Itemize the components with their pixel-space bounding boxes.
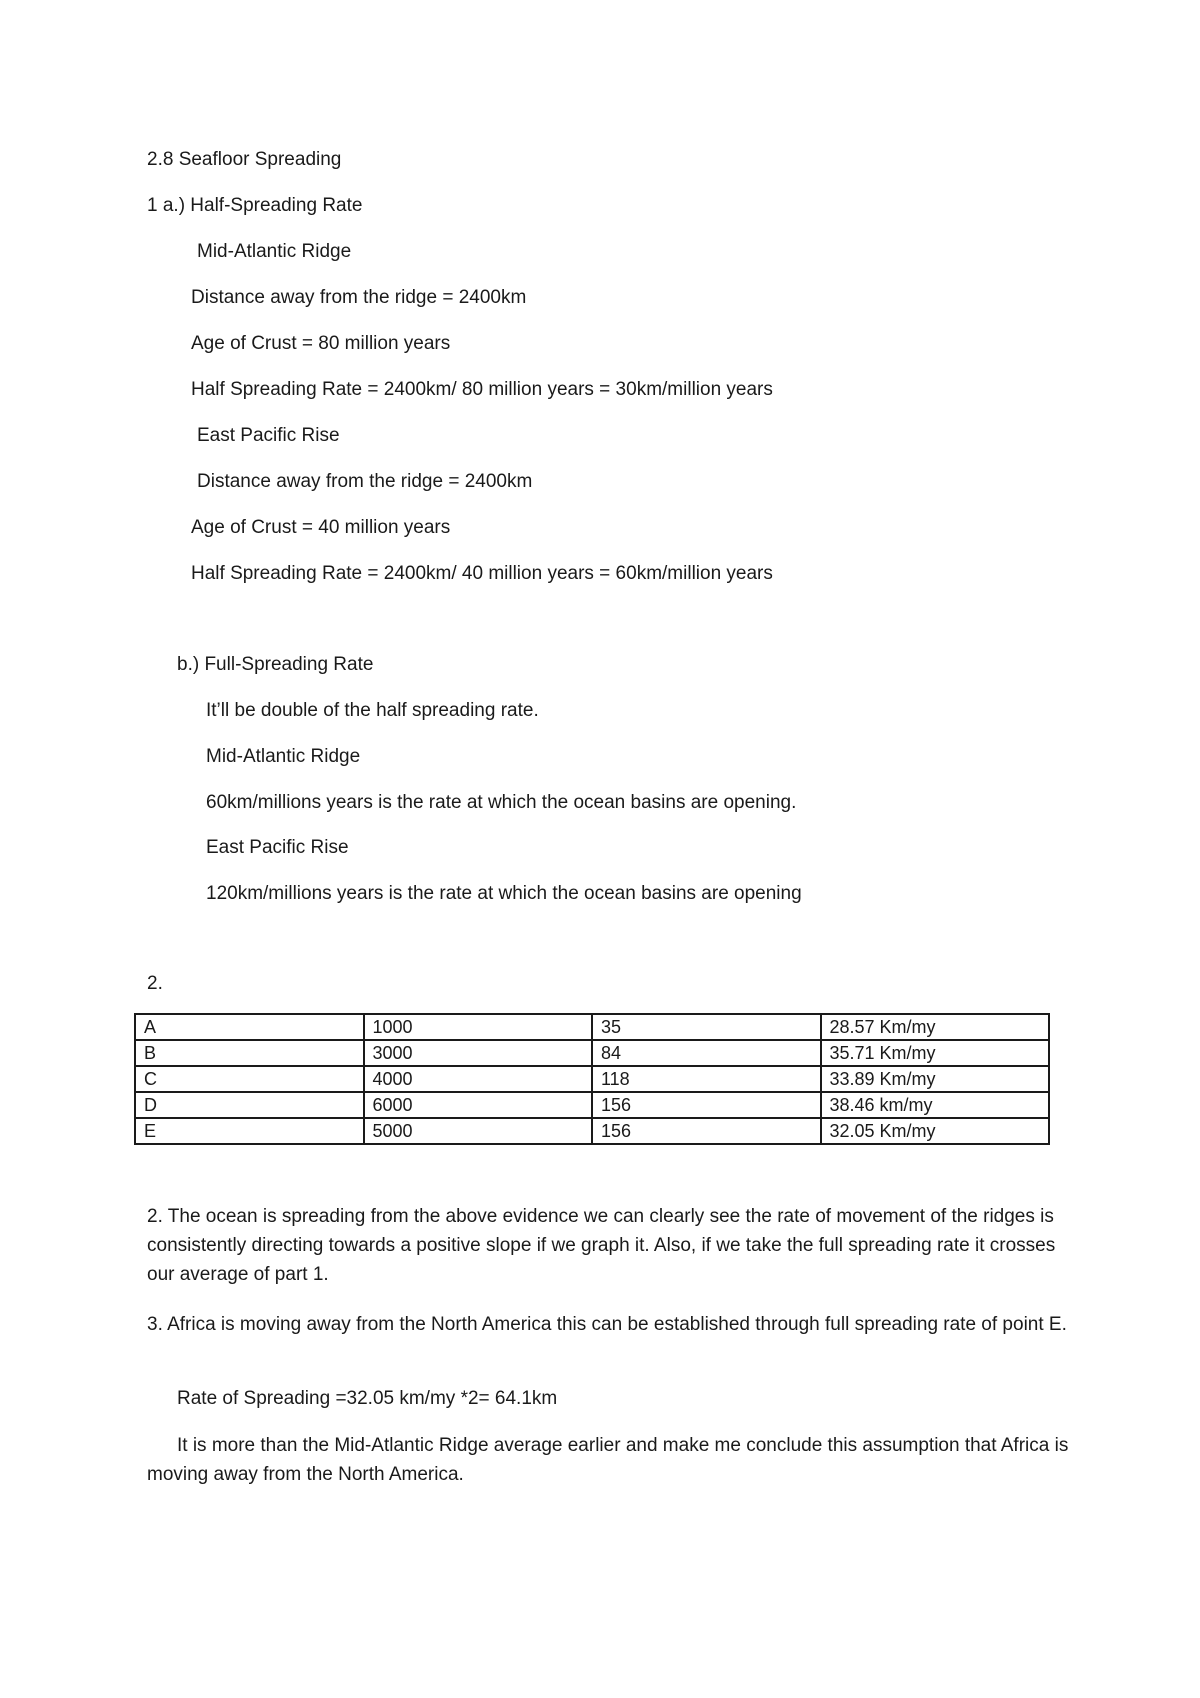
- answer-3: 3. Africa is moving away from the North America this can be established through full spreading rate of point E.: [147, 1314, 1067, 1335]
- table-row: [135, 1014, 1049, 1040]
- table-cell: A: [135, 1014, 364, 1040]
- table-cell: 38.46 km/my: [821, 1092, 1050, 1118]
- rate-of-spreading: Rate of Spreading =32.05 km/my *2= 64.1km: [177, 1388, 558, 1409]
- table-cell: 156: [592, 1118, 821, 1144]
- table-row: [135, 1066, 1049, 1092]
- epr-half-rate: Half Spreading Rate = 2400km/ 40 million years = 60km/million years: [191, 563, 773, 584]
- table-cell: 156: [592, 1092, 821, 1118]
- q1b-mar-text: 60km/millions years is the rate at which the ocean basins are opening.: [206, 792, 797, 813]
- table-cell: 28.57 Km/my: [821, 1014, 1050, 1040]
- mar-age: Age of Crust = 80 million years: [191, 333, 451, 354]
- q1b-heading: b.) Full-Spreading Rate: [177, 654, 374, 675]
- table-cell: 35.71 Km/my: [821, 1040, 1050, 1066]
- table-cell: 1000: [364, 1014, 593, 1040]
- table-cell: 5000: [364, 1118, 593, 1144]
- epr-age: Age of Crust = 40 million years: [191, 517, 451, 538]
- table-row: [135, 1118, 1049, 1144]
- table-cell: 3000: [364, 1040, 593, 1066]
- table-cell: 4000: [364, 1066, 593, 1092]
- table-row: [135, 1040, 1049, 1066]
- table-cell: D: [135, 1092, 364, 1118]
- epr-distance: Distance away from the ridge = 2400km: [197, 471, 533, 492]
- table-cell: 32.05 Km/my: [821, 1118, 1050, 1144]
- conclusion: It is more than the Mid-Atlantic Ridge average earlier and make me conclude this assumption that Africa is moving away from the North America.: [147, 1435, 1069, 1485]
- table-cell: 84: [592, 1040, 821, 1066]
- mar-distance: Distance away from the ridge = 2400km: [191, 287, 527, 308]
- mar-half-rate: Half Spreading Rate = 2400km/ 80 million years = 30km/million years: [191, 379, 773, 400]
- q1b-epr-text: 120km/millions years is the rate at which the ocean basins are opening: [206, 883, 802, 904]
- table-cell: 6000: [364, 1092, 593, 1118]
- table-cell: C: [135, 1066, 364, 1092]
- mar-heading: Mid-Atlantic Ridge: [197, 241, 352, 262]
- table-cell: B: [135, 1040, 364, 1066]
- document-title: 2.8 Seafloor Spreading: [147, 149, 342, 170]
- epr-heading: East Pacific Rise: [197, 425, 340, 446]
- table-cell: 118: [592, 1066, 821, 1092]
- table-cell: E: [135, 1118, 364, 1144]
- answer-2: 2. The ocean is spreading from the above evidence we can clearly see the rate of movement of the ridges is consistently directing towards a positive slope if we graph it. Also, if we take the full spreading rate it crosses our average of part 1.: [147, 1206, 1056, 1285]
- q1a-heading: 1 a.) Half-Spreading Rate: [147, 195, 363, 216]
- table-cell: 35: [592, 1014, 821, 1040]
- table-row: [135, 1092, 1049, 1118]
- q2-label: 2.: [147, 973, 163, 994]
- q1b-epr-heading: East Pacific Rise: [206, 837, 349, 858]
- spreading-data-table: [134, 1013, 1050, 1145]
- q1b-note: It’ll be double of the half spreading rate.: [206, 700, 539, 721]
- table-cell: 33.89 Km/my: [821, 1066, 1050, 1092]
- q1b-mar-heading: Mid-Atlantic Ridge: [206, 746, 361, 767]
